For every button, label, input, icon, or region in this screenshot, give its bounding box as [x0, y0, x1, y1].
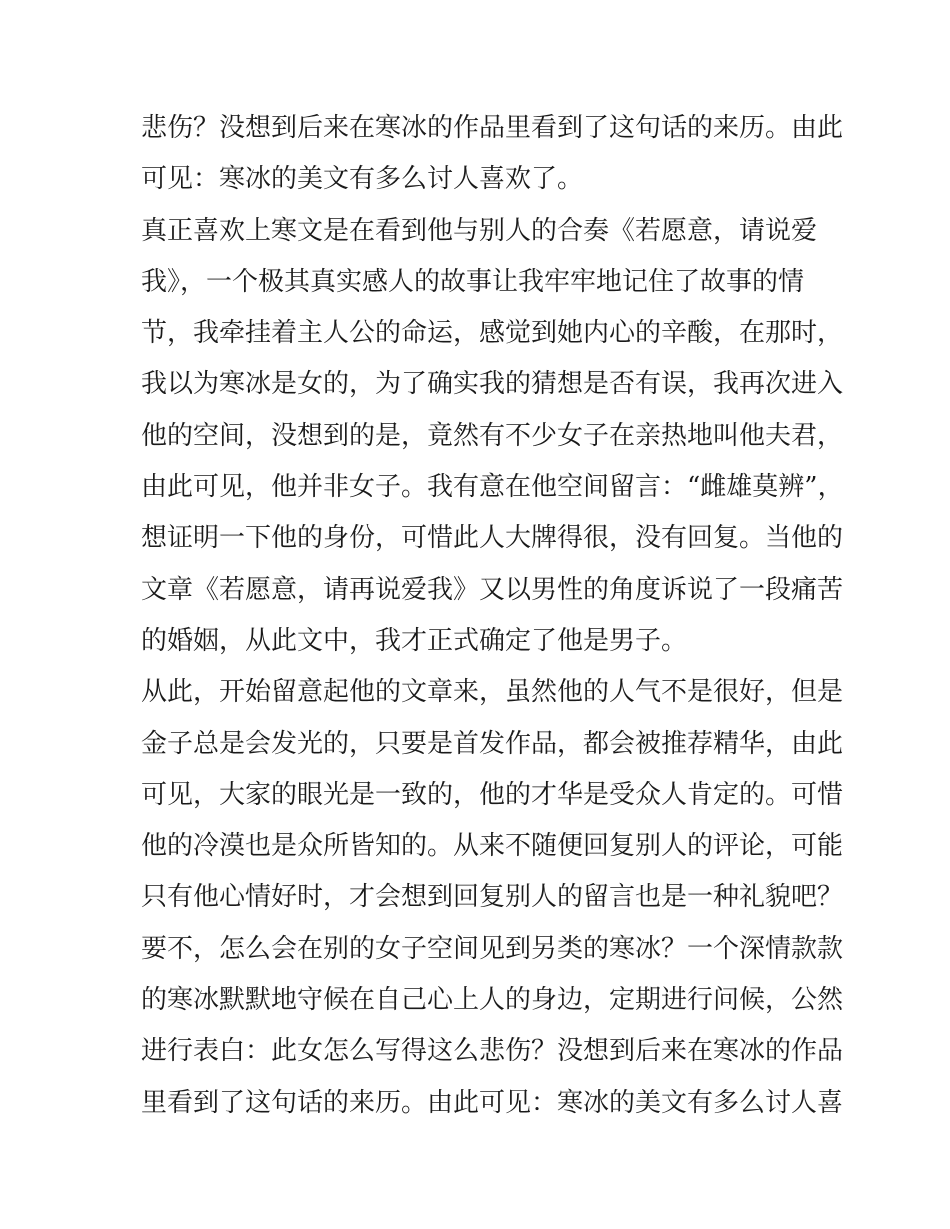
text-line: 想证明一下他的身份，可惜此人大牌得很，没有回复。当他的 [141, 523, 844, 554]
text-line: 他的空间，没想到的是，竟然有不少女子在亲热地叫他夫君， [141, 420, 844, 451]
text-line: 他的冷漠也是众所皆知的。从来不随便回复别人的评论，可能 [141, 831, 844, 862]
text-line: 我以为寒冰是女的，为了确实我的猜想是否有误，我再次进入 [141, 369, 844, 400]
text-line: 节，我牵挂着主人公的命运，感觉到她内心的辛酸，在那时， [141, 318, 844, 349]
text-line: 可见：寒冰的美文有多么讨人喜欢了。 [141, 164, 584, 195]
text-line: 里看到了这句话的来历。由此可见：寒冰的美文有多么讨人喜 [141, 1087, 844, 1118]
body-text [141, 103, 844, 1129]
text-line: 我》，一个极其真实感人的故事让我牢牢地记住了故事的情 [141, 266, 805, 297]
text-line: 文章《若愿意，请再说爱我》又以男性的角度诉说了一段痛苦 [141, 574, 844, 605]
text-line: 要不，怎么会在别的女子空间见到另类的寒冰？一个深情款款 [141, 933, 844, 964]
text-line: 进行表白：此女怎么写得这么悲伤？没想到后来在寒冰的作品 [141, 1036, 844, 1067]
text-line: 的婚姻，从此文中，我才正式确定了他是男子。 [141, 625, 688, 656]
text-line: 只有他心情好时，才会想到回复别人的留言也是一种礼貌吧？ [141, 882, 844, 913]
text-line: 的寒冰默默地守候在自己心上人的身边，定期进行问候，公然 [141, 985, 844, 1016]
text-line: 可见，大家的眼光是一致的，他的才华是受众人肯定的。可惜 [141, 779, 844, 810]
text-line: 金子总是会发光的，只要是首发作品，都会被推荐精华，由此 [141, 728, 844, 759]
text-line: 由此可见，他并非女子。我有意在他空间留言：“雌雄莫辨”， [141, 472, 844, 503]
text-line: 悲伤？没想到后来在寒冰的作品里看到了这句话的来历。由此 [141, 113, 844, 143]
text-line: 从此，开始留意起他的文章来，虽然他的人气不是很好，但是 [141, 677, 844, 708]
text-line: 真正喜欢上寒文是在看到他与别人的合奏《若愿意，请说爱 [141, 215, 818, 246]
